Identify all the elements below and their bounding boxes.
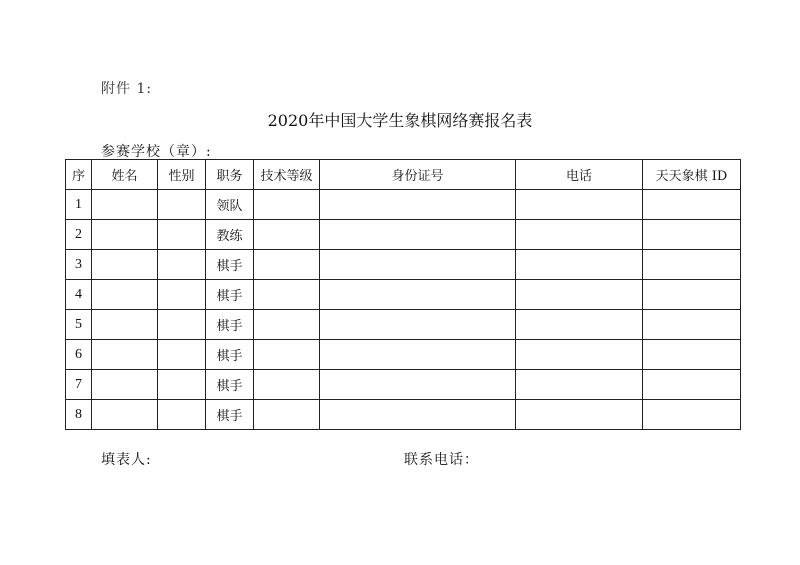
id-number-cell[interactable] [320, 250, 516, 280]
id-number-cell[interactable] [320, 190, 516, 220]
row-index: 5 [66, 310, 92, 340]
table-row [66, 340, 741, 370]
phone-cell[interactable] [516, 310, 643, 340]
rank-cell[interactable] [254, 250, 320, 280]
row-index: 2 [66, 220, 92, 250]
tiantian-id-cell[interactable] [643, 250, 741, 280]
phone-cell[interactable] [516, 280, 643, 310]
name-cell[interactable] [92, 400, 158, 430]
phone-cell[interactable] [516, 400, 643, 430]
tiantian-id-cell[interactable] [643, 340, 741, 370]
header-role: 职务 [206, 160, 254, 190]
gender-cell[interactable] [158, 400, 206, 430]
gender-cell[interactable] [158, 280, 206, 310]
registration-table [65, 159, 741, 430]
table-row [66, 400, 741, 430]
header-rank: 技术等级 [254, 160, 320, 190]
id-number-cell[interactable] [320, 310, 516, 340]
name-cell[interactable] [92, 340, 158, 370]
rank-cell[interactable] [254, 340, 320, 370]
tiantian-id-cell[interactable] [643, 400, 741, 430]
phone-cell[interactable] [516, 190, 643, 220]
filler-label: 填表人: [101, 452, 152, 468]
role-cell: 棋手 [206, 250, 254, 280]
name-cell[interactable] [92, 280, 158, 310]
phone-cell[interactable] [516, 370, 643, 400]
row-index: 4 [66, 280, 92, 310]
gender-cell[interactable] [158, 250, 206, 280]
role-cell: 教练 [206, 220, 254, 250]
tiantian-id-cell[interactable] [643, 280, 741, 310]
rank-cell[interactable] [254, 310, 320, 340]
role-cell: 棋手 [206, 310, 254, 340]
table-row [66, 370, 741, 400]
tiantian-id-cell[interactable] [643, 190, 741, 220]
row-index: 8 [66, 400, 92, 430]
gender-cell[interactable] [158, 370, 206, 400]
phone-cell[interactable] [516, 340, 643, 370]
table-header-row [66, 160, 741, 190]
contact-phone-label: 联系电话： [404, 452, 479, 468]
header-index: 序 [66, 160, 92, 190]
header-gender: 性别 [158, 160, 206, 190]
rank-cell[interactable] [254, 220, 320, 250]
name-cell[interactable] [92, 370, 158, 400]
rank-cell[interactable] [254, 400, 320, 430]
attachment-label: 附件 1: [101, 81, 153, 97]
row-index: 3 [66, 250, 92, 280]
name-cell[interactable] [92, 310, 158, 340]
rank-cell[interactable] [254, 190, 320, 220]
name-cell[interactable] [92, 220, 158, 250]
id-number-cell[interactable] [320, 340, 516, 370]
gender-cell[interactable] [158, 220, 206, 250]
table-row [66, 280, 741, 310]
gender-cell[interactable] [158, 340, 206, 370]
header-phone: 电话 [516, 160, 643, 190]
header-tiantian-id: 天天象棋 ID [643, 160, 741, 190]
row-index: 7 [66, 370, 92, 400]
role-cell: 棋手 [206, 280, 254, 310]
tiantian-id-cell[interactable] [643, 370, 741, 400]
gender-cell[interactable] [158, 310, 206, 340]
table-row [66, 310, 741, 340]
rank-cell[interactable] [254, 370, 320, 400]
gender-cell[interactable] [158, 190, 206, 220]
role-cell: 棋手 [206, 400, 254, 430]
row-index: 1 [66, 190, 92, 220]
id-number-cell[interactable] [320, 280, 516, 310]
name-cell[interactable] [92, 190, 158, 220]
header-name: 姓名 [92, 160, 158, 190]
id-number-cell[interactable] [320, 400, 516, 430]
role-cell: 棋手 [206, 340, 254, 370]
tiantian-id-cell[interactable] [643, 220, 741, 250]
table-row [66, 190, 741, 220]
phone-cell[interactable] [516, 220, 643, 250]
id-number-cell[interactable] [320, 370, 516, 400]
id-number-cell[interactable] [320, 220, 516, 250]
name-cell[interactable] [92, 250, 158, 280]
tiantian-id-cell[interactable] [643, 310, 741, 340]
role-cell: 棋手 [206, 370, 254, 400]
table-row [66, 250, 741, 280]
header-id-number: 身份证号 [320, 160, 516, 190]
table-row [66, 220, 741, 250]
form-title: 2020年中国大学生象棋网络赛报名表 [267, 111, 533, 130]
role-cell: 领队 [206, 190, 254, 220]
rank-cell[interactable] [254, 280, 320, 310]
school-label: 参赛学校（章）: [101, 144, 212, 160]
row-index: 6 [66, 340, 92, 370]
phone-cell[interactable] [516, 250, 643, 280]
